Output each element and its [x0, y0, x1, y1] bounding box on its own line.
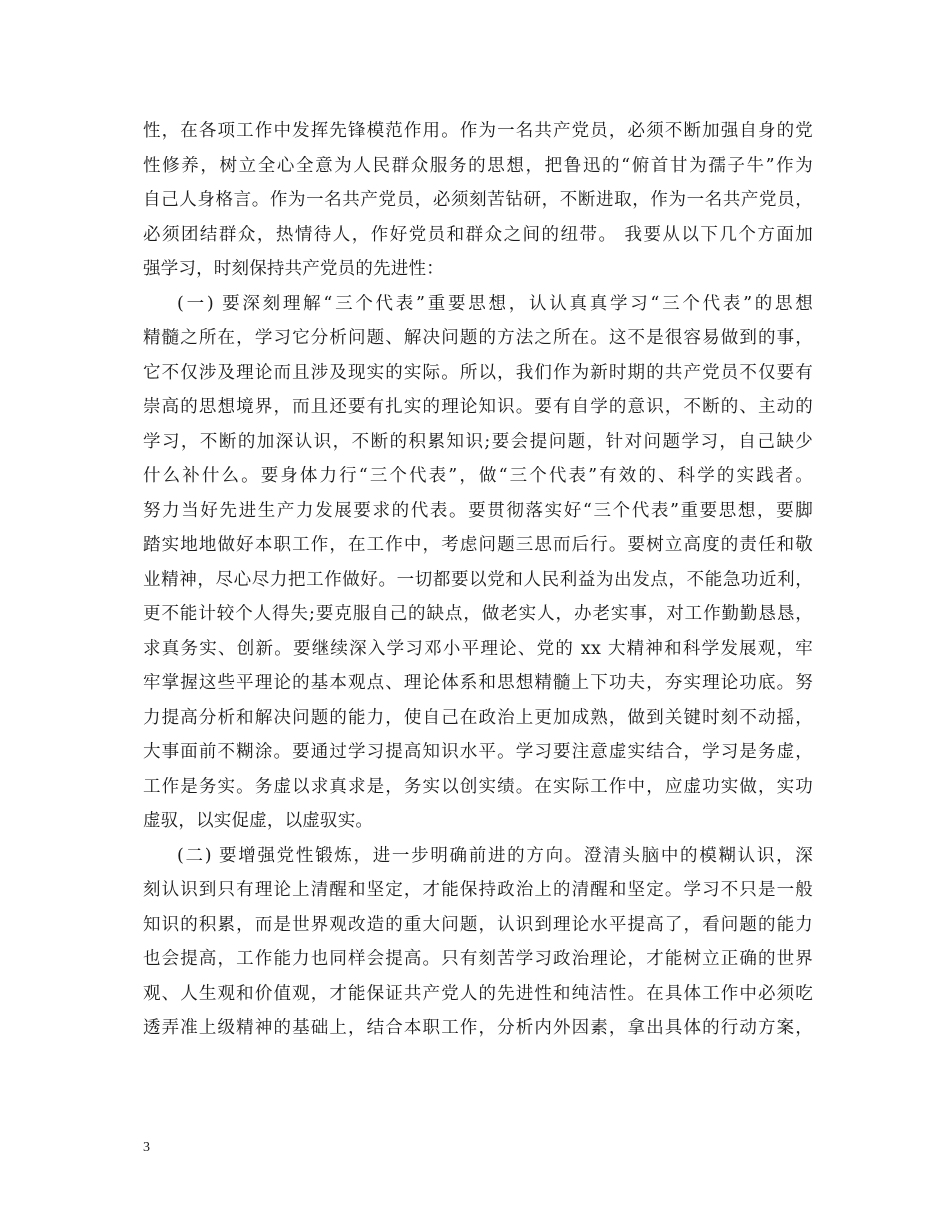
- text-line: 业精神，尽心尽力把工作做好。一切都要以党和人民利益为出发点，不能急功近利，: [143, 569, 813, 590]
- text-line: 踏实地地做好本职工作，在工作中，考虑问题三思而后行。要树立高度的责任和敬: [143, 535, 813, 555]
- text-line: 崇高的思想境界，而且还要有扎实的理论知识。要有自学的意识，不断的、主动的: [143, 397, 813, 417]
- text-line: 性修养，树立全心全意为人民群众服务的思想，把鲁迅的“俯首甘为孺子牛”作为: [143, 155, 813, 176]
- text-line: 虚驭，以实促虚，以虚驭实。: [143, 811, 374, 831]
- body-text: [143, 114, 813, 1046]
- text-line: 观、人生观和价值观，才能保证共产党人的先进性和纯洁性。在具体工作中必须吃: [143, 983, 813, 1004]
- text-line: 力提高分析和解决问题的能力，使自己在政治上更加成熟，做到关键时刻不动摇，: [143, 707, 813, 728]
- text-line: 它不仅涉及理论而且涉及现实的实际。所以，我们作为新时期的共产党员不仅要有: [143, 362, 813, 383]
- text-line: 也会提高，工作能力也同样会提高。只有刻苦学习政治理论，才能树立正确的世界: [143, 949, 813, 969]
- text-line: 更不能计较个人得失;要克服自己的缺点，做老实人，办老实事，对工作勤勤恳恳，: [143, 604, 813, 624]
- text-line: 什么补什么。要身体力行“三个代表”，做“三个代表”有效的、科学的实践者。: [143, 466, 813, 486]
- text-line: 透弄准上级精神的基础上，结合本职工作，分析内外因素，拿出具体的行动方案，: [143, 1018, 813, 1038]
- page-number: 3: [143, 1140, 150, 1155]
- text-line: 大事面前不糊涂。要通过学习提高知识水平。学习要注意虚实结合，学习是务虚，: [143, 742, 813, 762]
- section-heading-line: (二) 要增强党性锻炼，进一步明确前进的方向。澄清头脑中的模糊认识，深: [177, 845, 813, 866]
- text-line: 知识的积累，而是世界观改造的重大问题，认识到理论水平提高了，看问题的能力: [143, 914, 813, 935]
- text-line: 牢掌握这些平理论的基本观点、理论体系和思想精髓上下功夫，夯实理论功底。努: [143, 673, 813, 693]
- text-line: 求真务实、创新。要继续深入学习邓小平理论、党的 xx 大精神和科学发展观，牢: [143, 638, 813, 659]
- text-line: 性，在各项工作中发挥先锋模范作用。作为一名共产党员，必须不断加强自身的党: [143, 121, 813, 141]
- text-line: 精髓之所在，学习它分析问题、解决问题的方法之所在。这不是很容易做到的事，: [143, 328, 813, 348]
- text-line: 强学习，时刻保持共产党员的先进性：: [143, 259, 444, 279]
- text-line: 自己人身格言。作为一名共产党员，必须刻苦钻研，不断进取，作为一名共产党员，: [143, 190, 813, 210]
- section-heading-line: (一) 要深刻理解“三个代表”重要思想，认认真真学习“三个代表”的思想: [177, 293, 813, 314]
- text-line: 刻认识到只有理论上清醒和坚定，才能保持政治上的清醒和坚定。学习不只是一般: [143, 880, 813, 900]
- text-line: 必须团结群众，热情待人，作好党员和群众之间的纽带。 我要从以下几个方面加: [143, 224, 813, 245]
- text-line: 工作是务实。务虚以求真求是，务实以创实绩。在实际工作中，应虚功实做，实功: [143, 776, 813, 797]
- text-line: 学习，不断的加深认识，不断的积累知识;要会提问题，针对问题学习，自己缺少: [143, 431, 813, 452]
- text-line: 努力当好先进生产力发展要求的代表。要贯彻落实好“三个代表”重要思想，要脚: [143, 500, 813, 521]
